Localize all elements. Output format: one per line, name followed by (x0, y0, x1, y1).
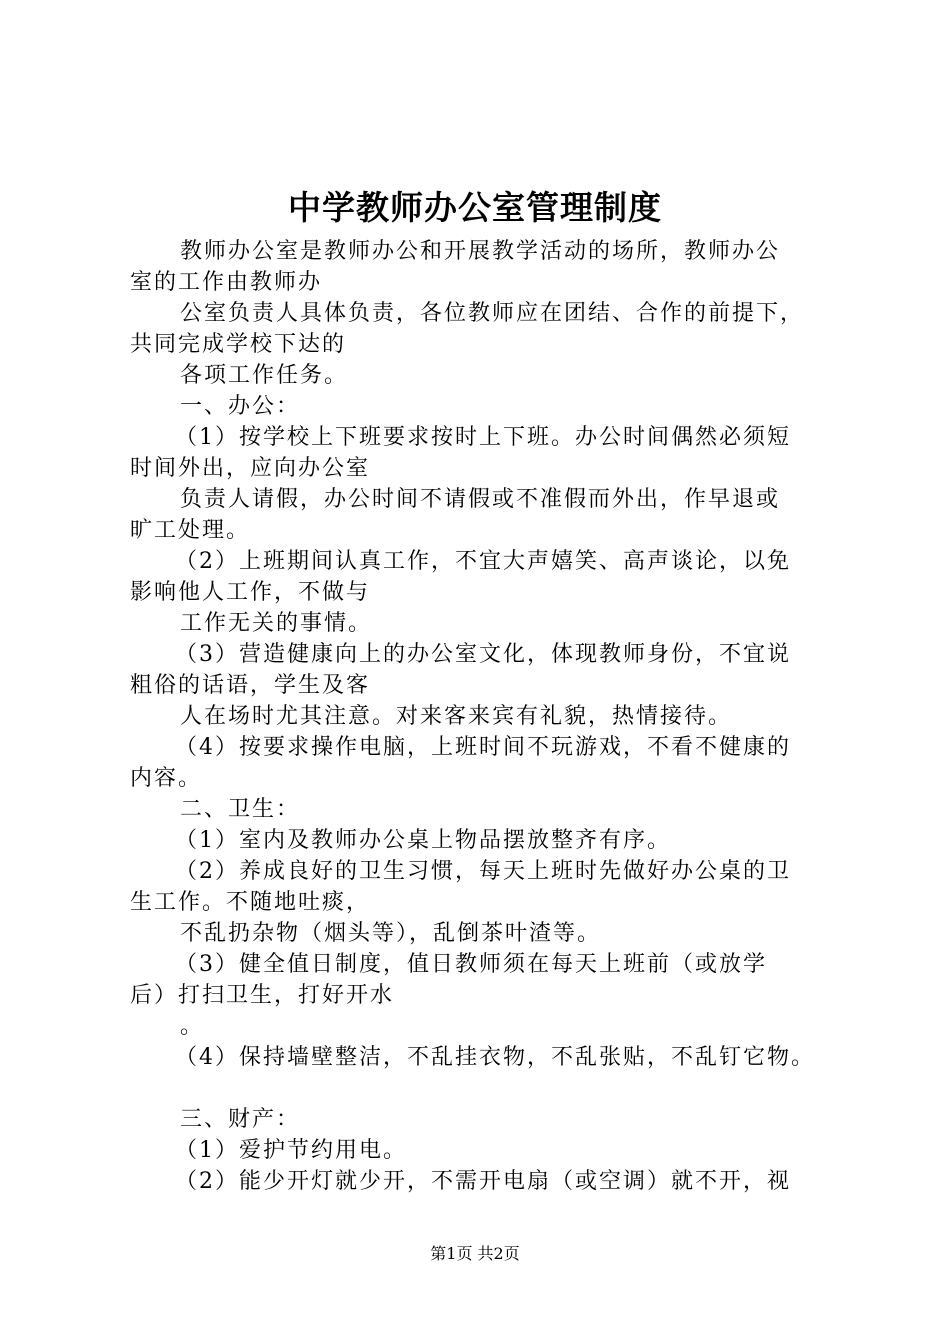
text-line: （4）保持墙壁整洁，不乱挂衣物，不乱张贴，不乱钉它物。 (175, 1045, 815, 1070)
text-line: 人在场时尤其注意。对来客来宾有礼貌，热情接待。 (180, 704, 733, 729)
text-line: 后）打扫卫生，打好开水 (130, 983, 395, 1008)
text-line: 粗俗的话语，学生及客 (130, 673, 371, 698)
text-line: （3）营造健康向上的办公室文化，体现教师身份，不宜说 (175, 642, 791, 667)
text-line: 共同完成学校下达的 (130, 332, 347, 357)
text-line: （2）能少开灯就少开，不需开电扇（或空调）就不开，视 (175, 1169, 791, 1194)
text-line: 内容。 (130, 766, 203, 791)
document-title: 中学教师办公室管理制度 (288, 188, 662, 227)
text-line: （2）养成良好的卫生习惯，每天上班时先做好办公桌的卫 (175, 859, 791, 884)
text-line: 。 (180, 1014, 205, 1039)
text-line: （2）上班期间认真工作，不宜大声嬉笑、高声谈论，以免 (175, 549, 791, 574)
text-line: （1）按学校上下班要求按时上下班。办公时间偶然必须短 (175, 425, 791, 450)
text-line: 各项工作任务。 (180, 363, 349, 388)
text-line: 生工作。不随地吐痰， (130, 890, 371, 915)
text-line: 不乱扔杂物（烟头等），乱倒茶叶渣等。 (180, 921, 602, 946)
document-body (130, 236, 850, 1197)
text-line: 教师办公室是教师办公和开展教学活动的场所，教师办公 (180, 239, 781, 264)
text-line: 三、财产： (180, 1107, 301, 1132)
text-line: 室的工作由教师办 (130, 270, 323, 295)
text-line: （1）爱护节约用电。 (175, 1138, 407, 1163)
blank-line (130, 1073, 850, 1104)
text-line: （3）健全值日制度，值日教师须在每天上班前（或放学 (175, 952, 767, 977)
text-line: 二、卫生： (180, 797, 301, 822)
text-line: 时间外出，应向办公室 (130, 456, 371, 481)
text-line: 负责人请假，办公时间不请假或不准假而外出，作早退或 (180, 487, 781, 512)
text-line: （4）按要求操作电脑，上班时间不玩游戏，不看不健康的 (175, 735, 791, 760)
text-line: 旷工处理。 (130, 518, 251, 543)
text-line: 公室负责人具体负责，各位教师应在团结、合作的前提下， (180, 301, 805, 326)
text-line: （1）室内及教师办公桌上物品摆放整齐有序。 (175, 828, 671, 853)
text-line: 工作无关的事情。 (180, 611, 373, 636)
text-line: 一、办公： (180, 394, 301, 419)
page-footer: 第1页 共2页 (430, 1244, 520, 1263)
text-line: 影响他人工作，不做与 (130, 580, 371, 605)
